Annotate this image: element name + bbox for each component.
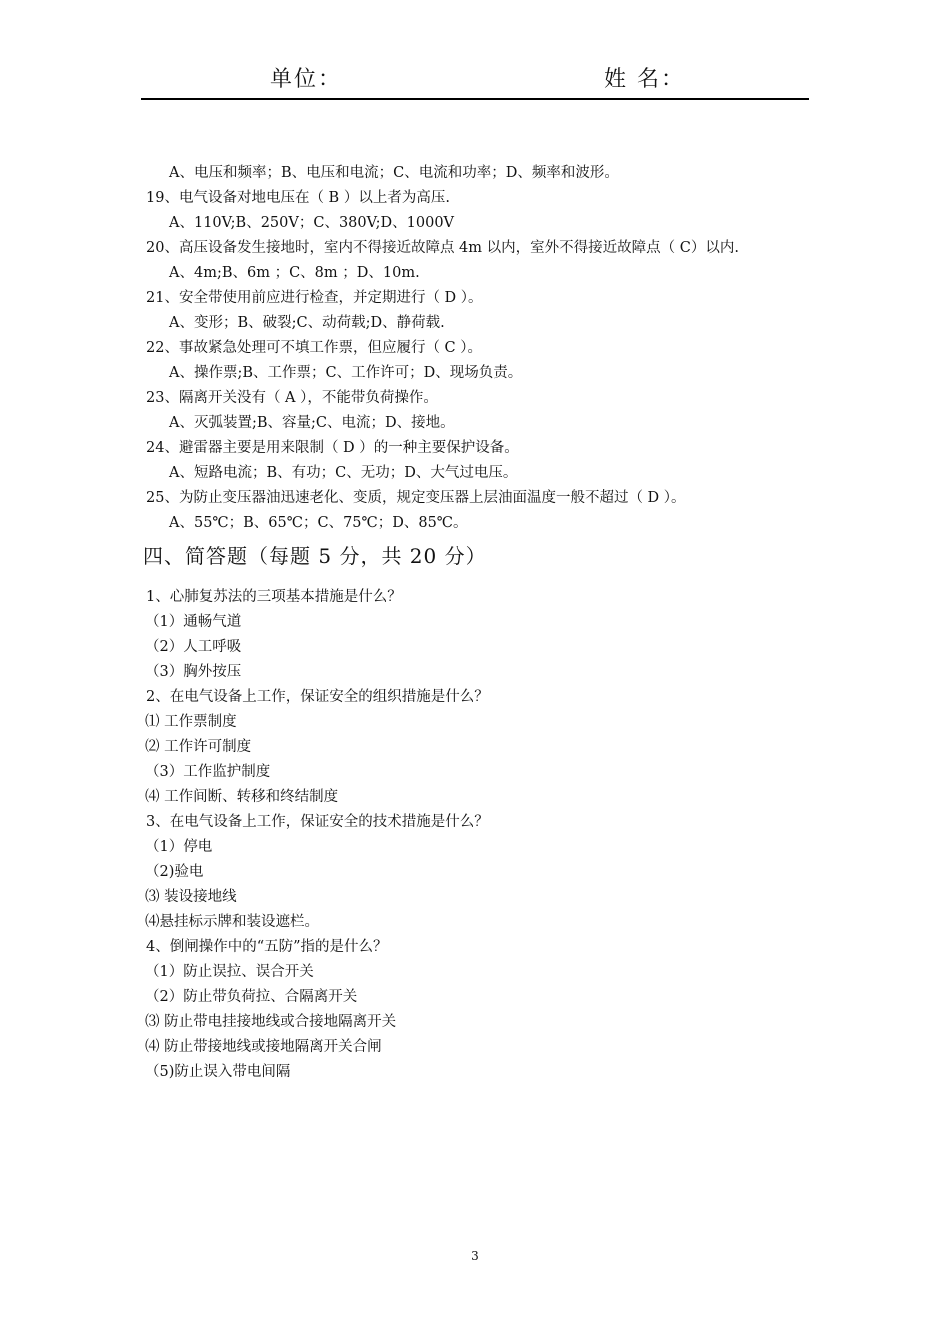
short-question: 2、在电气设备上工作，保证安全的组织措施是什么？ — [146, 689, 489, 705]
answer-item: （1）通畅气道 — [145, 614, 242, 630]
question-line: 23、隔离开关没有（ A ），不能带负荷操作。 — [146, 390, 438, 406]
header-rule — [141, 98, 809, 100]
option-line: A、灭弧装置;B、容量;C、电流；D、接地。 — [169, 415, 455, 431]
answer-item: ⑵ 工作许可制度 — [145, 739, 252, 755]
question-line: 24、避雷器主要是用来限制（ D ）的一种主要保护设备。 — [146, 440, 519, 456]
option-line: A、操作票;B、工作票；C、工作许可；D、现场负责。 — [169, 365, 523, 381]
question-line: 25、为防止变压器油迅速老化、变质，规定变压器上层油面温度一般不超过（ D ）。 — [146, 490, 686, 506]
option-line: A、短路电流；B、有功；C、无功；D、大气过电压。 — [169, 465, 518, 481]
answer-item: （1）防止误拉、误合开关 — [145, 964, 314, 980]
section-title: 四、简答题（每题 5 分，共 20 分） — [143, 544, 487, 568]
question-line: 20、高压设备发生接地时，室内不得接近故障点 4m 以内，室外不得接近故障点（ C）以内. — [146, 240, 739, 256]
answer-item: （2）人工呼吸 — [145, 639, 242, 655]
page-header — [0, 62, 950, 102]
option-line: A、110V;B、250V；C、380V;D、1000V — [169, 215, 455, 231]
answer-item: （2）防止带负荷拉、合隔离开关 — [145, 989, 358, 1005]
option-line: A、电压和频率；B、电压和电流；C、电流和功率；D、频率和波形。 — [169, 165, 619, 181]
answer-item: ⑶ 装设接地线 — [145, 889, 237, 905]
question-line: 22、事故紧急处理可不填工作票，但应履行（ C ）。 — [146, 340, 483, 356]
option-line: A、55℃；B、65℃；C、75℃；D、85℃。 — [169, 515, 468, 531]
page-number: 3 — [471, 1249, 479, 1263]
answer-item: ⑴ 工作票制度 — [145, 714, 237, 730]
answer-item: ⑷悬挂标示牌和装设遮栏。 — [145, 914, 319, 930]
short-question: 1、心肺复苏法的三项基本措施是什么？ — [146, 589, 402, 605]
short-question: 3、在电气设备上工作，保证安全的技术措施是什么？ — [146, 814, 489, 830]
option-line: A、4m;B、6m ；C、8m ；D、10m. — [169, 265, 420, 281]
answer-item: （2)验电 — [145, 864, 204, 880]
answer-item: ⑶ 防止带电挂接地线或合接地隔离开关 — [145, 1014, 397, 1030]
question-line: 19、电气设备对地电压在（ B ）以上者为高压. — [146, 190, 450, 206]
short-question: 4、倒闸操作中的“五防”指的是什么？ — [146, 939, 388, 955]
answer-item: （3）胸外按压 — [145, 664, 242, 680]
question-line: 21、安全带使用前应进行检查，并定期进行（ D ）。 — [146, 290, 483, 306]
name-label: 姓 名： — [604, 67, 685, 92]
answer-item: ⑷ 防止带接地线或接地隔离开关合闸 — [145, 1039, 382, 1055]
answer-item: （5)防止误入带电间隔 — [145, 1064, 291, 1080]
answer-item: （1）停电 — [145, 839, 213, 855]
unit-label: 单位： — [270, 67, 343, 92]
answer-item: ⑷ 工作间断、转移和终结制度 — [145, 789, 339, 805]
option-line: A、变形；B、破裂;C、动荷载;D、静荷载. — [169, 315, 445, 331]
answer-item: （3）工作监护制度 — [145, 764, 271, 780]
